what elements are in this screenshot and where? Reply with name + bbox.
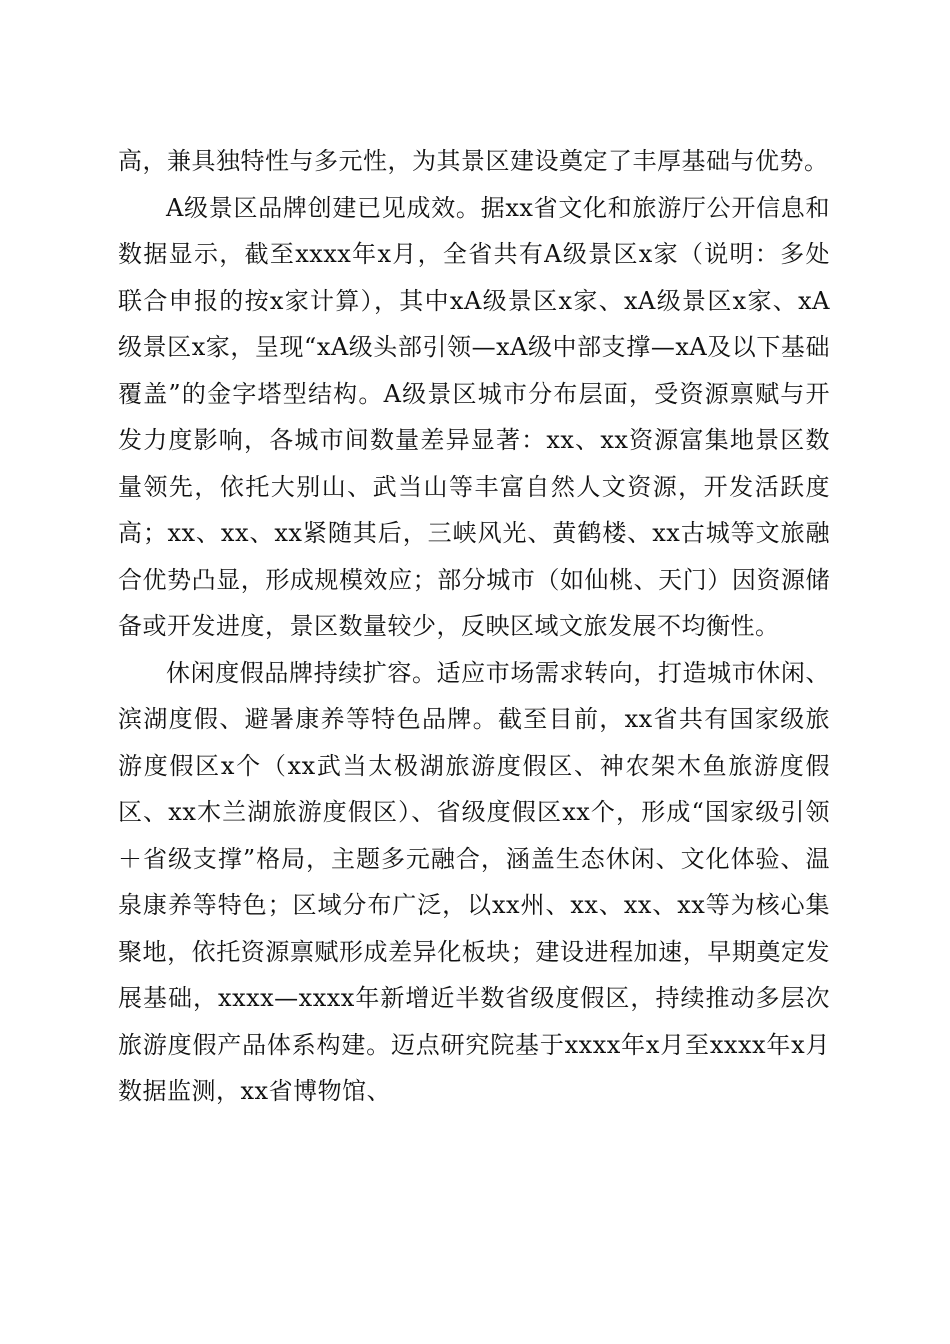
document-body	[118, 138, 830, 1115]
paragraph-continuation: 高，兼具独特性与多元性，为其景区建设奠定了丰厚基础与优势。	[118, 147, 829, 175]
paragraph-leisure-resort-brands: 休闲度假品牌持续扩容。适应市场需求转向，打造城市休闲、滨湖度假、避暑康养等特色品牌。截至目前，xx省共有国家级旅游度假区x个（xx武当太极湖旅游度假区、神农架木鱼旅游度假区、xx木兰湖旅游度假区）、省级度假区xx个，形成“国家级引领＋省级支撑”格局，主题多元融合，涵盖生态休闲、文化体验、温泉康养等特色；区域分布广泛，以xx州、xx、xx、xx等为核心集聚地，依托资源禀赋形成差异化板块；建设进程加速，早期奠定发展基础，xxxx—xxxx年新增近半数省级度假区，持续推动多层次旅游度假产品体系构建。迈点研究院基于xxxx年x月至xxxx年x月数据监测，xx省博物馆、	[118, 658, 830, 1105]
paragraph-a-level-scenic-areas: A级景区品牌创建已见成效。据xx省文化和旅游厅公开信息和数据显示，截至xxxx年x月，全省共有A级景区x家（说明：多处联合申报的按x家计算），其中xA级景区x家、xA级景区x家、xA级景区x家，呈现“xA级头部引领—xA级中部支撑—xA及以下基础覆盖”的金字塔型结构。A级景区城市分布层面，受资源禀赋与开发力度影响，各城市间数量差异显著：xx、xx资源富集地景区数量领先，依托大别山、武当山等丰富自然人文资源，开发活跃度高；xx、xx、xx紧随其后，三峡风光、黄鹤楼、xx古城等文旅融合优势凸显，形成规模效应；部分城市（如仙桃、天门）因资源储备或开发进度，景区数量较少，反映区域文旅发展不均衡性。	[118, 193, 830, 640]
